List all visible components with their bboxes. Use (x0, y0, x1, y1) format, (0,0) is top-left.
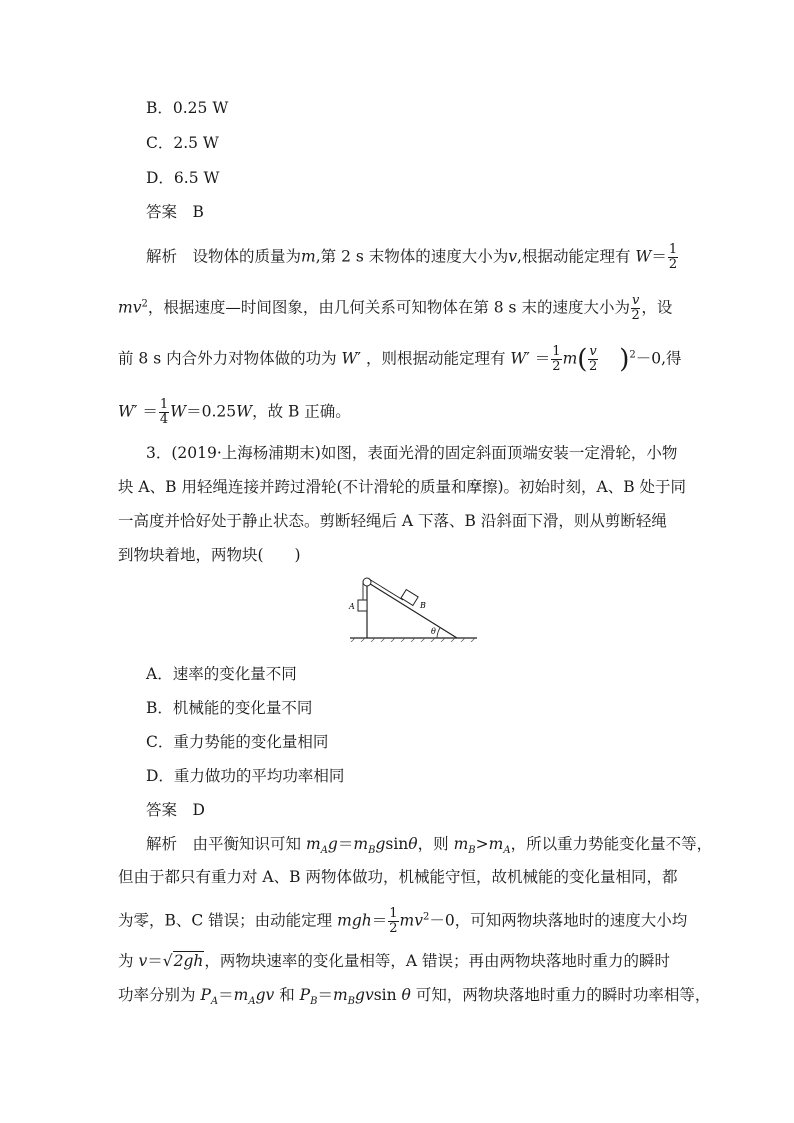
analysis-q2-line4: W′ ＝ $\frac{1}{4}$ W＝0.25W，故 B 正确。 (118, 397, 351, 427)
option-c: C．重力势能的变化量相同 (146, 733, 329, 751)
analysis-q3-line5: 功率分别为 $P_A=m_Agv$ 和 $P_B=m_Bgvsin$ θ 可知，两物块落地时重力的瞬时功率相等， (118, 986, 711, 1008)
analysis-q3-line4: 为 v＝√2gh，两物块速率的变化量相等，A 错误；再由两物块落地时重力的瞬时 (118, 952, 671, 970)
option-d-prev: D．6.5 W (146, 169, 220, 187)
q3-stem-line1: 3．(2019·上海杨浦期末)如图，表面光滑的固定斜面顶端安装一定滑轮，小物 (146, 444, 678, 462)
block-a (358, 600, 367, 611)
option-a: A．速率的变化量不同 (146, 665, 297, 683)
option-c-prev: C．2.5 W (146, 134, 219, 152)
option-b: B．机械能的变化量不同 (146, 699, 313, 717)
analysis-q2-line2: $mv^2$，根据速度—时间图象，由几何关系可知物体在第 8 s 末的速度大小为 $\frac{v}{2}$ ，设 (118, 293, 673, 323)
block-b (401, 590, 418, 606)
analysis-q2-line1: 解析 设物体的质量为m,第 2 s 末物体的速度大小为v,根据动能定理有 W＝ $\frac{1}{2}$ (146, 242, 678, 272)
q3-stem-line4: 到物块着地，两物块( ) (118, 546, 301, 564)
analysis-q3-line1: 解析 由平衡知识可知 $m_Ag=m_Bgsin\theta$，则 $m_B>m_A$，所以重力势能变化量不等， (146, 835, 713, 857)
answer-q3: 答案 D (146, 801, 205, 819)
analysis-q2-line3: 前 8 s 内合外力对物体做的功为 W′ ，则根据动能定理有 W′ ＝ $\frac{1}{2}$ m( $\frac{v}{2}$ )$^2$－0,得 (118, 344, 682, 375)
q3-stem-line2: 块 A、B 用轻绳连接并跨过滑轮(不计滑轮的质量和摩擦)。初始时刻，A、B 处于同 (118, 478, 687, 496)
answer-q2: 答案 B (146, 203, 204, 221)
option-b-prev: B．0.25 W (146, 99, 229, 117)
analysis-q3-line2: 但由于都只有重力对 A、B 两物体做功，机械能守恒，故机械能的变化量相同，都 (118, 868, 678, 886)
analysis-q3-line3: 为零，B、C 错误；由动能定理 mgh＝ $\frac{1}{2}$ $mv^2-0$，可知两物块落地时的速度大小均 (118, 906, 688, 936)
label-b: B (420, 601, 426, 610)
label-a: A (349, 602, 355, 611)
label-theta: θ (431, 627, 436, 636)
incline-pulley-figure (345, 572, 480, 642)
option-d: D．重力做功的平均功率相同 (146, 767, 345, 785)
q3-stem-line3: 一高度并恰好处于静止状态。剪断轻绳后 A 下落、B 沿斜面下滑，则从剪断轻绳 (118, 512, 667, 530)
